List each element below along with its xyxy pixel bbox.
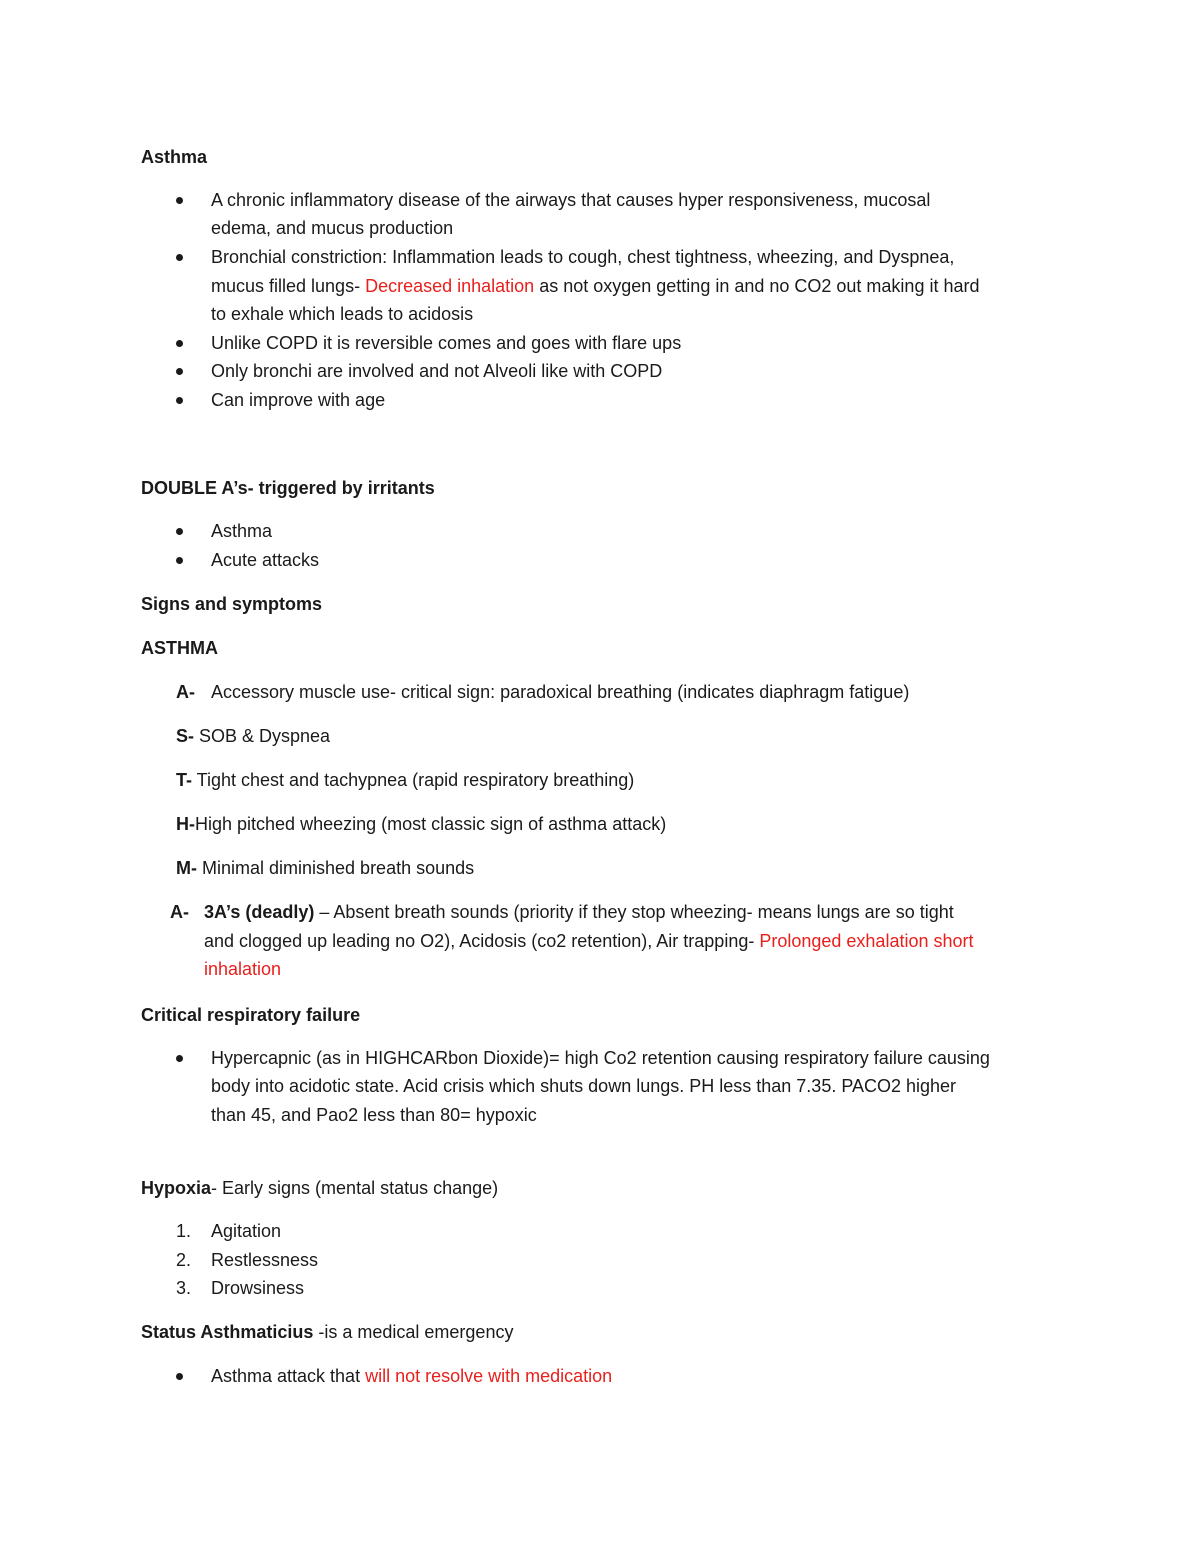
- double-a-heading: DOUBLE A’s- triggered by irritants: [141, 478, 435, 498]
- acronym-line-a2-l1: [204, 898, 954, 926]
- bullet-icon: [176, 340, 183, 347]
- acronym-text-a: Accessory muscle use- critical sign: paradoxical breathing (indicates diaphragm fatigue): [211, 682, 910, 702]
- acronym-letter: T-: [176, 770, 192, 790]
- critical-line-3: than 45, and Pao2 less than 80= hypoxic: [211, 1105, 537, 1125]
- acronym-text: Tight chest and tachypnea (rapid respiratory breathing): [192, 770, 635, 790]
- acronym-text: SOB & Dyspnea: [194, 726, 331, 746]
- acronym-line-a2-l2: [204, 927, 974, 955]
- acronym-letter: S-: [176, 726, 194, 746]
- acronym-letter: A-: [170, 902, 189, 922]
- acronym-letter: H-: [176, 814, 195, 834]
- bold-text: 3A’s (deadly): [204, 902, 315, 922]
- asthma-acronym-heading: ASTHMA: [141, 638, 218, 658]
- double-a-item-2: Acute attacks: [211, 550, 320, 570]
- highlighted-text: Prolonged exhalation short: [759, 931, 974, 951]
- critical-line-1: Hypercapnic (as in HIGHCARbon Dioxide)= high Co2 retention causing respiratory failure causing: [211, 1048, 990, 1068]
- acronym-letter: A-: [176, 682, 195, 702]
- bold-text: Hypoxia: [141, 1178, 212, 1198]
- acronym-text: High pitched wheezing (most classic sign of asthma attack): [195, 814, 667, 834]
- text-run: Asthma attack that: [211, 1366, 366, 1386]
- asthma-heading: Asthma: [141, 147, 208, 167]
- bullet-icon: [176, 254, 183, 261]
- asthma-bullet-3: Unlike COPD it is reversible comes and goes with flare ups: [211, 333, 682, 353]
- acronym-line-a2-letter: [170, 898, 189, 926]
- text-run: mucus filled lungs-: [211, 276, 366, 296]
- asthma-bullet-2-line-3: to exhale which leads to acidosis: [211, 304, 474, 324]
- highlighted-text: will not resolve with medication: [365, 1366, 613, 1386]
- bullet-icon: [176, 368, 183, 375]
- acronym-line-t: [176, 766, 634, 794]
- critical-line-2: body into acidotic state. Acid crisis which shuts down lungs. PH less than 7.35. PACO2 higher: [211, 1076, 957, 1096]
- bullet-icon: [176, 557, 183, 564]
- bullet-icon: [176, 1055, 183, 1062]
- list-number: 3.: [176, 1278, 192, 1298]
- asthma-bullet-2-line-1: Bronchial constriction: Inflammation leads to cough, chest tightness, wheezing, and Dyspnea,: [211, 247, 955, 267]
- hypoxia-item-2: Restlessness: [211, 1250, 319, 1270]
- bold-text: Status Asthmaticius: [141, 1322, 314, 1342]
- text-run: – Absent breath sounds (priority if they stop wheezing- means lungs are so tight: [314, 902, 954, 922]
- asthma-bullet-1-line-1: A chronic inflammatory disease of the airways that causes hyper responsiveness, mucosal: [211, 190, 931, 210]
- acronym-text: Minimal diminished breath sounds: [197, 858, 475, 878]
- hypoxia-heading: [141, 1174, 498, 1202]
- asthma-bullet-4: Only bronchi are involved and not Alveoli like with COPD: [211, 361, 663, 381]
- acronym-line-s: [176, 722, 330, 750]
- hypoxia-item-1: Agitation: [211, 1221, 282, 1241]
- acronym-letter: M-: [176, 858, 197, 878]
- text-run: as not oxygen getting in and no CO2 out making it hard: [534, 276, 980, 296]
- acronym-line-m: [176, 854, 474, 882]
- critical-heading: Critical respiratory failure: [141, 1005, 361, 1025]
- asthma-bullet-1-line-2: edema, and mucus production: [211, 218, 454, 238]
- bullet-icon: [176, 197, 183, 204]
- text-run: and clogged up leading no O2), Acidosis (co2 retention), Air trapping-: [204, 931, 760, 951]
- list-number: 2.: [176, 1250, 192, 1270]
- asthma-bullet-2-line-2: [211, 272, 979, 300]
- bullet-icon: [176, 528, 183, 535]
- text-run: - Early signs (mental status change): [211, 1178, 499, 1198]
- acronym-line-a2-l3: inhalation: [204, 959, 282, 979]
- acronym-line-h: [176, 810, 666, 838]
- text-run: -is a medical emergency: [313, 1322, 514, 1342]
- list-number: 1.: [176, 1221, 192, 1241]
- bullet-icon: [176, 397, 183, 404]
- signs-heading: Signs and symptoms: [141, 594, 323, 614]
- bullet-icon: [176, 1373, 183, 1380]
- asthma-bullet-5: Can improve with age: [211, 390, 386, 410]
- acronym-line-a: [176, 678, 195, 706]
- highlighted-text: Decreased inhalation: [365, 276, 535, 296]
- status-heading: [141, 1318, 513, 1346]
- status-item: [211, 1362, 612, 1390]
- hypoxia-item-3: Drowsiness: [211, 1278, 305, 1298]
- double-a-item-1: Asthma: [211, 521, 273, 541]
